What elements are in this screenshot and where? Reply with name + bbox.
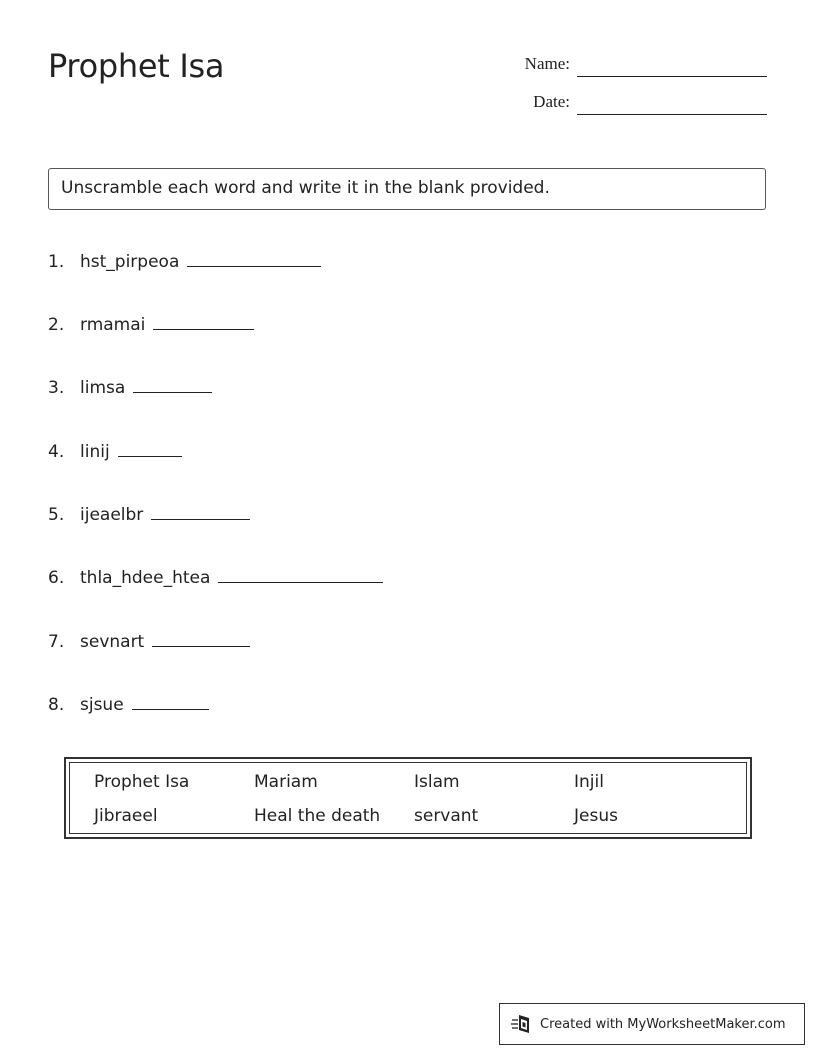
scrambled-word: ijeaelbr xyxy=(80,505,144,525)
date-label: Date: xyxy=(533,92,570,111)
name-blank-line[interactable] xyxy=(577,76,767,77)
word-bank-box xyxy=(64,757,752,839)
name-label: Name: xyxy=(524,54,570,73)
scrambled-word: linij xyxy=(80,442,110,462)
question-item xyxy=(48,378,212,398)
question-number: 8. xyxy=(48,695,65,715)
word-bank-item: Mariam xyxy=(254,772,318,792)
worksheet-maker-logo-icon xyxy=(510,1012,534,1036)
word-bank-item: Jibraeel xyxy=(94,806,158,826)
question-item xyxy=(48,568,383,588)
scrambled-word: limsa xyxy=(80,378,126,398)
question-item xyxy=(48,252,321,272)
answer-blank[interactable] xyxy=(152,632,250,647)
worksheet-title: Prophet Isa xyxy=(48,47,225,85)
question-item xyxy=(48,315,254,335)
scrambled-word: rmamai xyxy=(80,315,146,335)
answer-blank[interactable] xyxy=(132,695,209,710)
question-number: 6. xyxy=(48,568,65,588)
scrambled-word: sevnart xyxy=(80,632,145,652)
scrambled-word: sjsue xyxy=(80,695,124,715)
question-number: 7. xyxy=(48,632,65,652)
answer-blank[interactable] xyxy=(133,378,212,393)
answer-blank[interactable] xyxy=(151,505,250,520)
question-item xyxy=(48,442,182,462)
scrambled-word: thla_hdee_htea xyxy=(80,568,211,588)
answer-blank[interactable] xyxy=(218,568,383,583)
word-bank-item: Prophet Isa xyxy=(94,772,190,792)
word-bank-item: Islam xyxy=(414,772,460,792)
word-bank-item: Heal the death xyxy=(254,806,381,826)
question-item xyxy=(48,632,250,652)
question-number: 3. xyxy=(48,378,65,398)
question-item xyxy=(48,505,250,525)
answer-blank[interactable] xyxy=(118,442,182,457)
footer-credit-text: Created with MyWorksheetMaker.com xyxy=(540,1016,786,1032)
question-number: 5. xyxy=(48,505,65,525)
answer-blank[interactable] xyxy=(153,315,254,330)
question-number: 4. xyxy=(48,442,65,462)
word-bank-item: servant xyxy=(414,806,479,826)
instructions-box: Unscramble each word and write it in the blank provided. xyxy=(48,168,766,210)
answer-blank[interactable] xyxy=(187,252,321,267)
question-number: 2. xyxy=(48,315,65,335)
word-bank-item: Injil xyxy=(574,772,604,792)
footer-credit-badge[interactable] xyxy=(499,1003,805,1045)
question-number: 1. xyxy=(48,252,65,272)
date-blank-line[interactable] xyxy=(577,114,767,115)
scrambled-word: hst_pirpeoa xyxy=(80,252,180,272)
word-bank-item: Jesus xyxy=(574,806,618,826)
question-item xyxy=(48,695,209,715)
